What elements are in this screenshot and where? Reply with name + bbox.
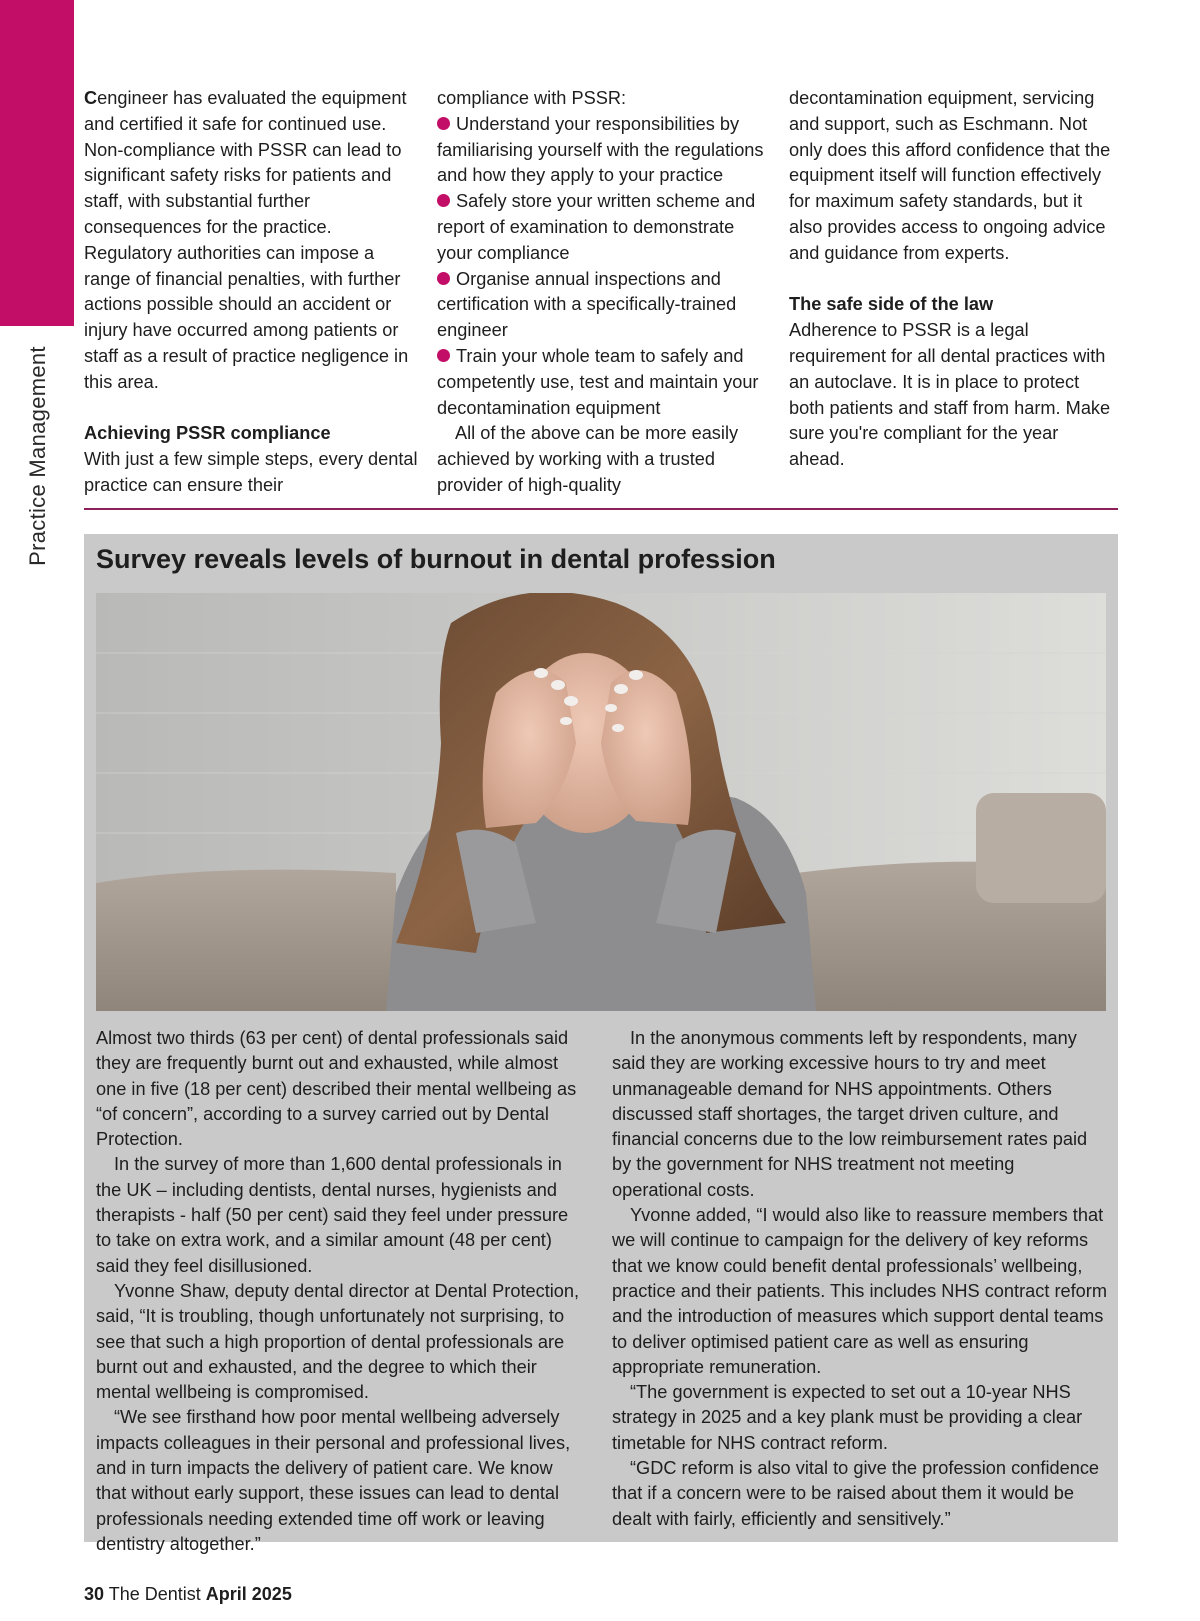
- paragraph: With just a few simple steps, every dental practice can ensure their: [84, 449, 418, 495]
- article-column-2: [437, 86, 772, 499]
- feature-box: [84, 534, 1118, 1554]
- feature-title: Survey reveals levels of burnout in dental profession: [96, 544, 776, 574]
- paragraph: In the survey of more than 1,600 dental professionals in the UK – including dentists, dental nurses, hygienists and therapists - half (50 per cent) said they feel under pressure to take on extra work, and a similar amount (48 per cent) said they feel disillusioned.: [96, 1154, 569, 1276]
- paragraph: All of the above can be more easily achieved by working with a trusted provider of high-quality: [437, 423, 739, 495]
- issue-date: April 2025: [205, 1584, 292, 1604]
- section-divider: [84, 508, 1118, 510]
- paragraph: Adherence to PSSR is a legal requirement for all dental practices with an autoclave. It is in place to protect both patients and staff from harm. Make sure you're compliant for the year ahead.: [789, 320, 1111, 470]
- bullet-dot-icon: [437, 272, 450, 285]
- paragraph: “We see firsthand how poor mental wellbeing adversely impacts colleagues in their personal and professional lives, and in turn impacts the delivery of patient care. We know that without early support, these issues can lead to dental professionals needing extended time off work or leaving dentistry altogether.”: [96, 1407, 571, 1554]
- section-label: Practice Management: [25, 346, 50, 566]
- bullet-item: Organise annual inspections and certification with a specifically-trained engineer: [437, 268, 737, 341]
- bullet-item: Safely store your written scheme and report of examination to demonstrate your compliance: [437, 191, 756, 263]
- publication-name: The Dentist: [108, 1584, 201, 1604]
- paragraph: decontamination equipment, servicing and support, such as Eschmann. Not only does this afford confidence that the equipment itself will function effectively for maximum safety standards, but it also provides access to ongoing advice and guidance from experts.: [789, 88, 1111, 263]
- feature-column-1: [96, 1026, 586, 1557]
- bullet-item: Understand your responsibilities by familiarising yourself with the regulations and how they apply to your practice: [437, 113, 764, 186]
- feature-photo: [96, 593, 1106, 1011]
- subheading: The safe side of the law: [789, 294, 994, 315]
- bullet-dot-icon: [437, 194, 450, 207]
- paragraph: In the anonymous comments left by respondents, many said they are working excessive hours to try and meet unmanageable demand for NHS appointments. Others discussed staff shortages, the target driven culture, and financial concerns due to the low reimbursement rates paid by the government for NHS treatment not meeting operational costs.: [612, 1028, 1088, 1200]
- article-column-3: [789, 86, 1119, 473]
- section-color-bar: [0, 0, 74, 326]
- feature-column-2: [612, 1026, 1108, 1532]
- distressed-woman-photo: [96, 593, 1106, 1011]
- bullet-item: Train your whole team to safely and competently use, test and maintain your decontamination equipment: [437, 345, 759, 418]
- bullet-dot-icon: [437, 349, 450, 362]
- paragraph: Yvonne Shaw, deputy dental director at Dental Protection, said, “It is troubling, though unfortunately not surprising, to see that such a high proportion of dental professionals are burnt out and exhausted, and the degree to which their mental wellbeing is compromised.: [96, 1280, 580, 1403]
- continuation-marker: C: [84, 88, 98, 108]
- paragraph: Cengineer has evaluated the equipment and certified it safe for continued use. Non-compliance with PSSR can lead to significant safety risks for patients and staff, with substantial further consequences for the practice. Regulatory authorities can impose a range of financial penalties, with further actions possible should an accident or injury have occurred among patients or staff as a result of practice negligence in this area.: [84, 88, 409, 392]
- paragraph: compliance with PSSR:: [437, 88, 627, 108]
- top-article: [84, 86, 1118, 498]
- article-column-1: [84, 86, 418, 499]
- paragraph: Almost two thirds (63 per cent) of dental professionals said they are frequently burnt out and exhausted, while almost one in five (18 per cent) described their mental wellbeing as “of concern”, according to a survey carried out by Dental Protection.: [96, 1028, 577, 1150]
- paragraph: “The government is expected to set out a 10-year NHS strategy in 2025 and a key plank must be providing a clear timetable for NHS contract reform.: [612, 1382, 1083, 1453]
- page-footer: [84, 1584, 292, 1605]
- paragraph: Yvonne added, “I would also like to reassure members that we will continue to campaign for the delivery of key reforms that we know could benefit dental professionals’ wellbeing, practice and their patients. This includes NHS contract reform and the introduction of measures which support dental teams to deliver optimised patient care as well as ensuring appropriate remuneration.: [612, 1205, 1107, 1377]
- paragraph: “GDC reform is also vital to give the profession confidence that if a concern were to be raised about them it would be dealt with fairly, efficiently and sensitively.”: [612, 1458, 1100, 1529]
- bullet-dot-icon: [437, 117, 450, 130]
- page-number: 30: [84, 1584, 105, 1604]
- subheading: Achieving PSSR compliance: [84, 423, 331, 444]
